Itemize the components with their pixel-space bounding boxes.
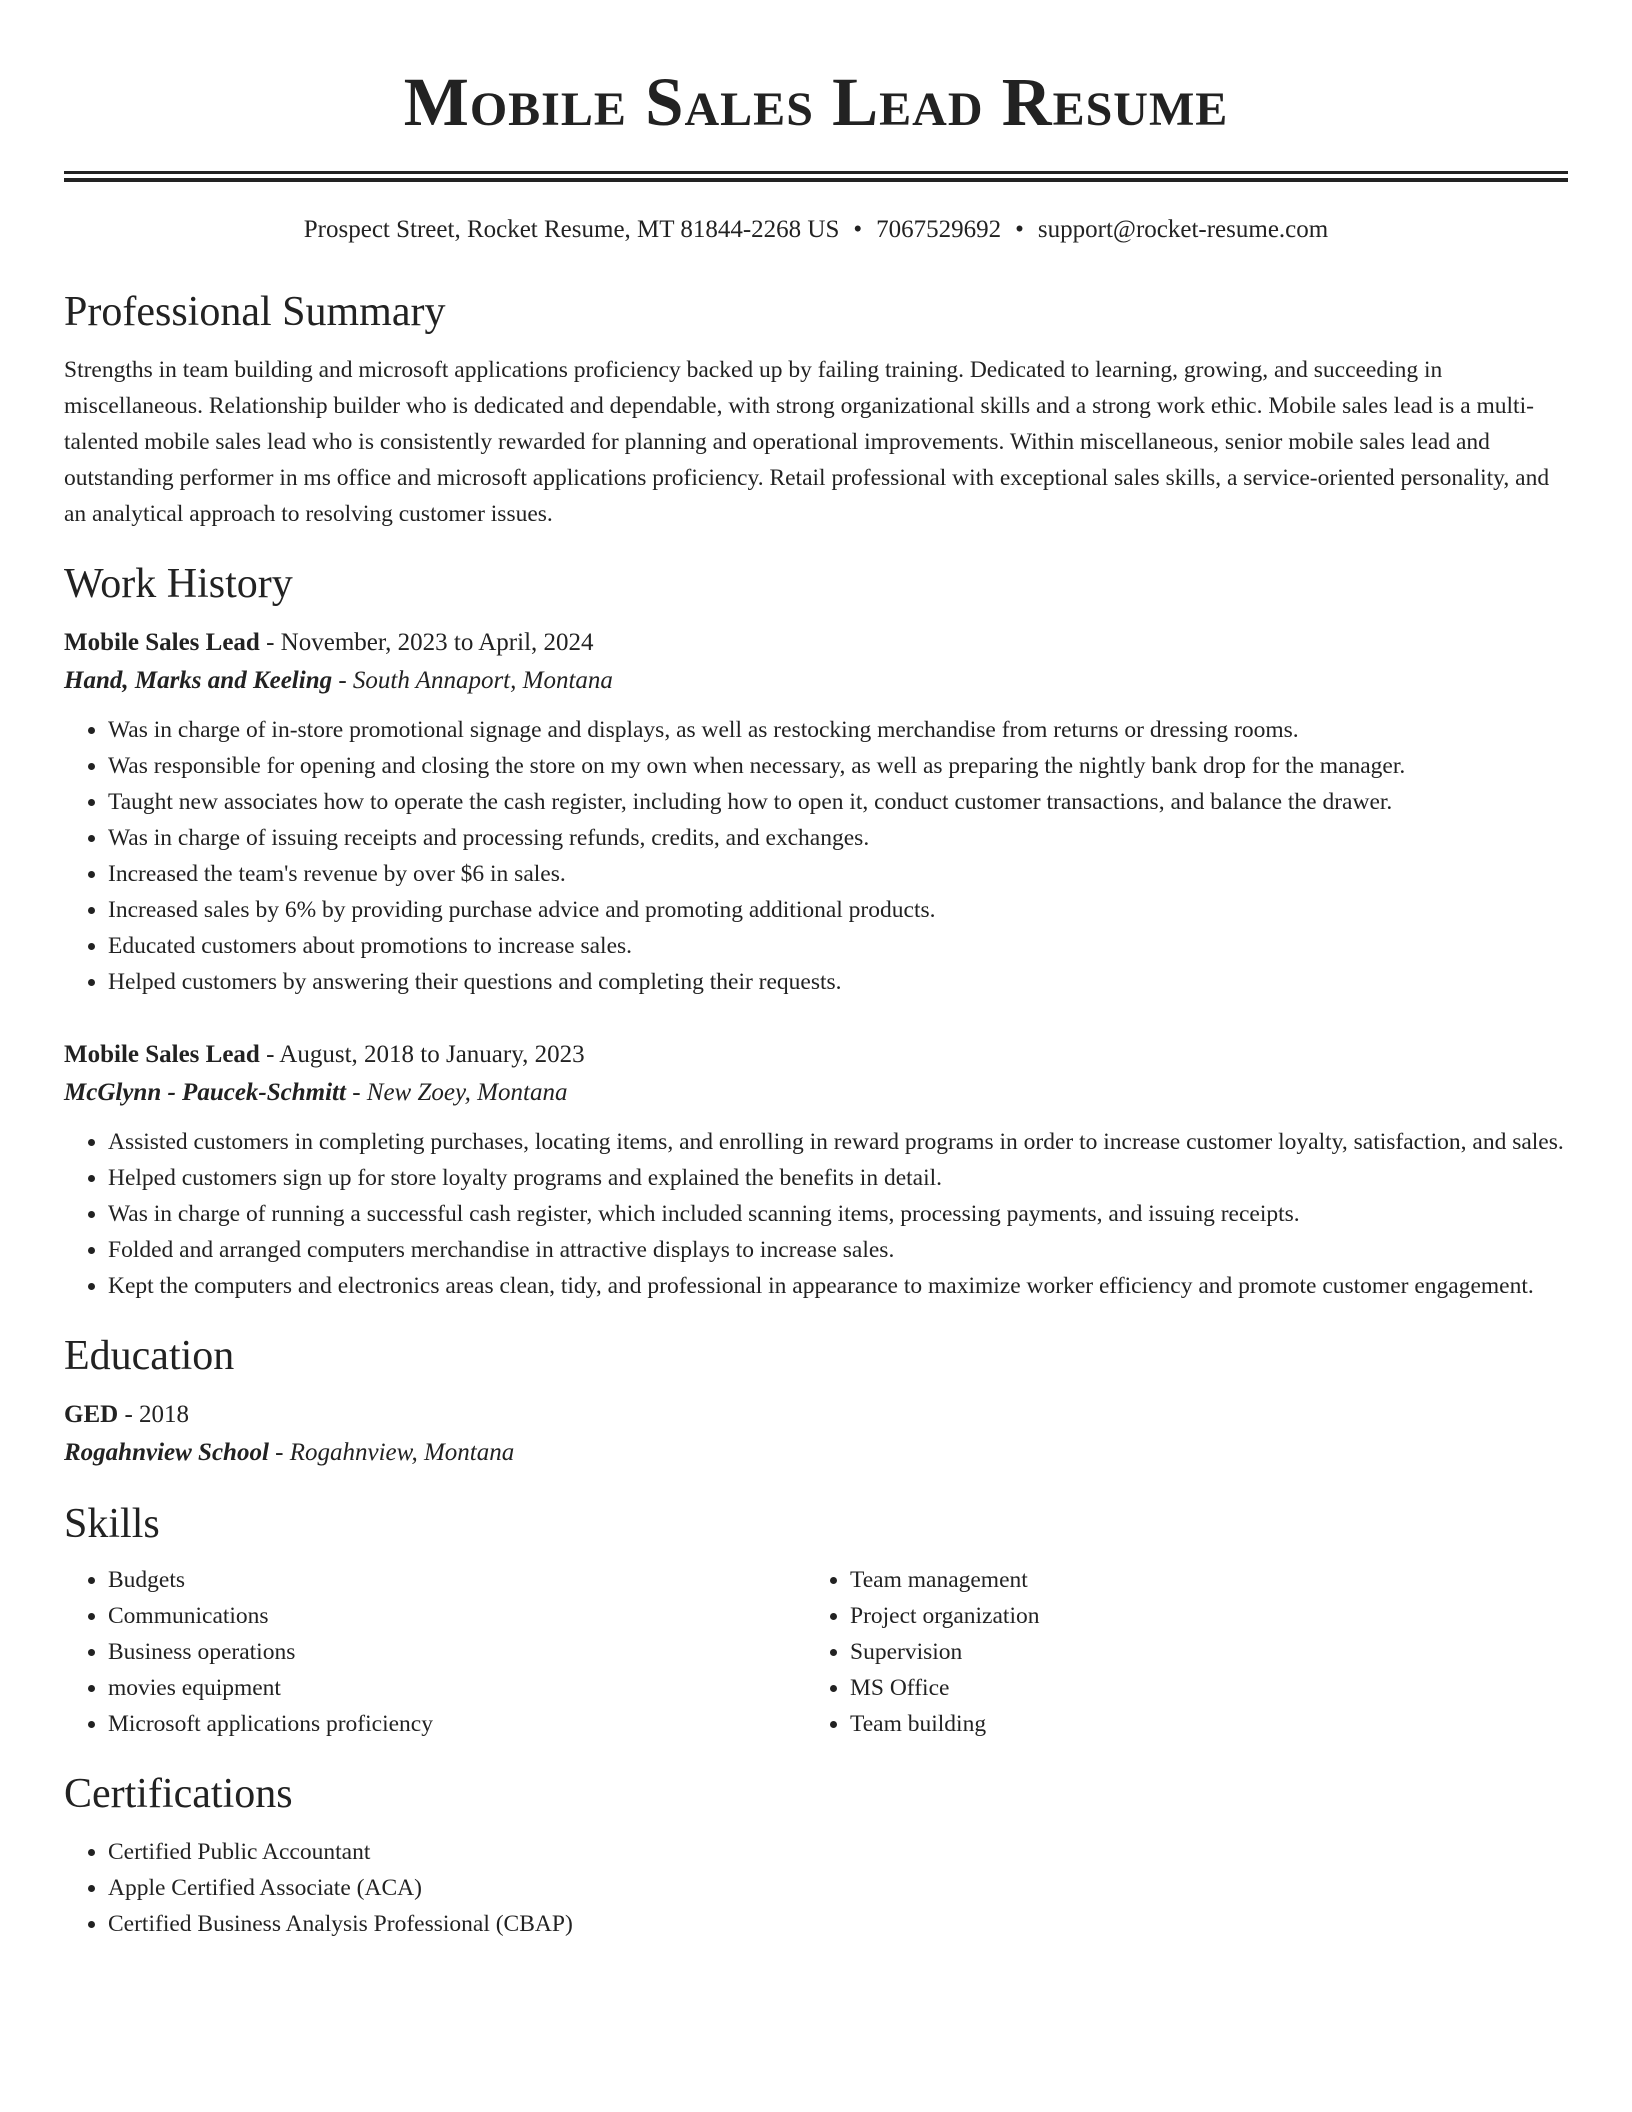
job-duty: • Educated customers about promotions to increase sales. — [108, 928, 1568, 964]
job-duty: • Kept the computers and electronics areas clean, tidy, and professional in appearance to maximize worker efficiency and promote customer engagement. — [108, 1268, 1568, 1304]
job-dates: - November, 2023 to April, 2024 — [259, 629, 594, 656]
job-duties-list — [64, 1124, 1568, 1304]
summary-heading: Professional Summary — [64, 289, 446, 335]
job-title-line — [64, 624, 1568, 662]
education-entry — [64, 1396, 1568, 1472]
job-duty: • Was responsible for opening and closing the store on my own when necessary, as well as preparing the nightly bank drop for the manager. — [108, 748, 1568, 784]
contact-line — [64, 214, 1568, 246]
summary-text: Strengths in team building and microsoft applications proficiency backed up by failing training. Dedicated to learning, growing, and succeeding in miscellaneous. Relationship builder who is dedicated and dependable, with strong organizational skills and a strong work ethic. Mobile sales lead is a multi-talented mobile sales lead who is consistently rewarded for planning and operational improvements. Within miscellaneous, senior mobile sales lead and outstanding performer in ms office and microsoft applications proficiency. Retail professional with exceptional sales skills, a service-oriented personality, and an analytical approach to resolving customer issues. — [64, 357, 1550, 527]
job-title-line — [64, 1036, 1568, 1074]
employer-location: - South Annaport, Montana — [332, 667, 613, 694]
skill-item: • Budgets — [108, 1562, 806, 1598]
certifications-heading: Certifications — [64, 1771, 293, 1817]
job-duty: • Was in charge of issuing receipts and processing refunds, credits, and exchanges. — [108, 820, 1568, 856]
skill-item: • Project organization — [850, 1598, 1548, 1634]
skills-grid — [64, 1562, 1568, 1742]
contact-phone: 7067529692 — [876, 216, 1002, 243]
education-heading: Education — [64, 1333, 235, 1379]
employer-name: McGlynn - Paucek-Schmitt — [64, 1079, 346, 1106]
skill-item: • Supervision — [850, 1634, 1548, 1670]
job-duty: • Folded and arranged computers merchandise in attractive displays to increase sales. — [108, 1232, 1568, 1268]
employer-line — [64, 1074, 1568, 1112]
contact-separator: • — [1015, 216, 1024, 243]
job-duty: • Was in charge of in-store promotional signage and displays, as well as restocking merchandise from returns or dressing rooms. — [108, 712, 1568, 748]
skills-list-right — [806, 1562, 1548, 1742]
skill-item: • Microsoft applications proficiency — [108, 1706, 806, 1742]
job-duty: • Was in charge of running a successful cash register, which included scanning items, processing payments, and issuing receipts. — [108, 1196, 1568, 1232]
contact-separator: • — [853, 216, 863, 243]
job-duty: • Helped customers by answering their questions and completing their requests. — [108, 964, 1568, 1000]
job-duty: • Increased sales by 6% by providing purchase advice and promoting additional products. — [108, 892, 1568, 928]
job-duty: • Helped customers sign up for store loyalty programs and explained the benefits in detail. — [108, 1160, 1568, 1196]
job-duty: • Taught new associates how to operate the cash register, including how to open it, conduct customer transactions, and balance the drawer. — [108, 784, 1568, 820]
job-title: Mobile Sales Lead — [64, 629, 260, 656]
skill-item: • MS Office — [850, 1670, 1548, 1706]
employer-line — [64, 662, 1568, 700]
skills-list-left — [64, 1562, 806, 1742]
job-dates: - August, 2018 to January, 2023 — [259, 1041, 585, 1068]
job-duty: • Assisted customers in completing purchases, locating items, and enrolling in reward programs in order to increase customer loyalty, satisfaction, and sales. — [108, 1124, 1568, 1160]
degree-name: GED — [64, 1401, 119, 1428]
degree-line — [64, 1396, 1568, 1434]
contact-address: Prospect Street, Rocket Resume, MT 81844-2268 US — [303, 216, 840, 243]
school-location: - Rogahnview, Montana — [268, 1439, 515, 1466]
job-entry — [64, 1036, 1568, 1304]
page-title: Mobile Sales Lead Resume — [403, 64, 1229, 140]
certification-item: • Apple Certified Associate (ACA) — [108, 1870, 1568, 1906]
employer-location: - New Zoey, Montana — [345, 1079, 568, 1106]
degree-year: - 2018 — [118, 1401, 190, 1428]
job-duties-list — [64, 712, 1568, 1000]
job-entry — [64, 624, 1568, 1000]
skill-item: • Team building — [850, 1706, 1548, 1742]
certification-item: • Certified Business Analysis Professional (CBAP) — [108, 1906, 1568, 1942]
certifications-list — [64, 1834, 1568, 1942]
work-history-heading: Work History — [64, 561, 293, 607]
school-line — [64, 1434, 1568, 1472]
job-duty: • Increased the team's revenue by over $6 in sales. — [108, 856, 1568, 892]
job-title: Mobile Sales Lead — [64, 1041, 260, 1068]
skill-item: • Communications — [108, 1598, 806, 1634]
school-name: Rogahnview School — [64, 1439, 269, 1466]
contact-email: support@rocket-resume.com — [1037, 216, 1329, 243]
certification-item: • Certified Public Accountant — [108, 1834, 1568, 1870]
skills-heading: Skills — [64, 1501, 160, 1547]
skill-item: • movies equipment — [108, 1670, 806, 1706]
skill-item: • Business operations — [108, 1634, 806, 1670]
employer-name: Hand, Marks and Keeling — [64, 667, 333, 694]
skill-item: • Team management — [850, 1562, 1548, 1598]
title-divider — [64, 171, 1568, 182]
